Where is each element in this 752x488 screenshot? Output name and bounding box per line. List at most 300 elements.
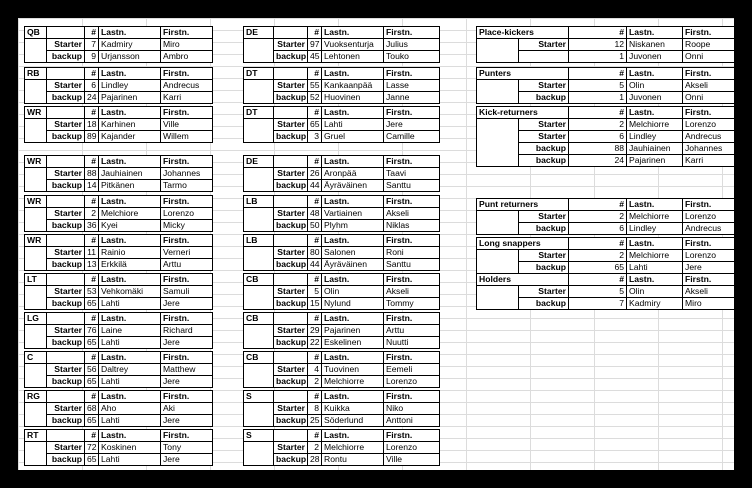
player-row [25,92,213,104]
player-row [477,119,735,131]
role-label: backup [47,180,85,192]
header-number: # [85,235,99,247]
jersey-number: 2 [569,250,627,262]
first-name: Touko [384,51,440,63]
header-last-name: Lastn. [322,274,384,286]
jersey-number: 50 [308,220,322,232]
header-first-name: Firstn. [384,156,440,168]
position-block [24,429,213,466]
player-row [25,208,213,220]
header-first-name: Firstn. [161,352,213,364]
jersey-number: 6 [85,80,99,92]
header-number: # [308,68,322,80]
jersey-number: 7 [569,298,627,310]
role-label: backup [274,180,308,192]
header-first-name: Firstn. [384,313,440,325]
last-name: Juvonen [627,51,683,63]
jersey-number: 2 [308,442,322,454]
player-row [244,131,440,143]
role-label: Starter [47,364,85,376]
last-name: Lindley [627,131,683,143]
header-number: # [85,352,99,364]
jersey-number: 4 [308,364,322,376]
position-label: LT [25,274,47,286]
last-name: Tuovinen [322,364,384,376]
position-label: DE [244,27,274,39]
header-last-name: Lastn. [322,196,384,208]
role-label: Starter [47,208,85,220]
first-name: Anttoni [384,415,440,427]
position-block [243,351,440,388]
jersey-number: 29 [308,325,322,337]
header-number: # [569,27,627,39]
role-label: backup [274,454,308,466]
last-name: Lindley [99,80,161,92]
first-name: Lorenzo [683,211,735,223]
first-name: Julius [384,39,440,51]
position-label: LB [244,235,274,247]
jersey-number: 80 [308,247,322,259]
role-label: backup [519,155,569,167]
role-label: Starter [47,247,85,259]
jersey-number: 5 [308,286,322,298]
player-row [244,286,440,298]
role-label: Starter [274,39,308,51]
jersey-number: 45 [308,51,322,63]
row-blank [244,168,274,180]
last-name: Salonen [322,247,384,259]
player-row [477,143,735,155]
last-name: Lahti [99,298,161,310]
jersey-number: 65 [85,376,99,388]
player-row [25,180,213,192]
last-name: Kankaanpää [322,80,384,92]
header-blank [274,68,308,80]
header-first-name: Firstn. [384,235,440,247]
header-first-name: Firstn. [161,235,213,247]
position-label: DE [244,156,274,168]
row-blank [477,286,519,298]
position-block [24,67,213,104]
player-row [477,155,735,167]
jersey-number: 88 [85,168,99,180]
first-name: Akseli [384,208,440,220]
header-last-name: Lastn. [99,352,161,364]
role-label: Starter [519,211,569,223]
first-name: Lorenzo [161,208,213,220]
header-last-name: Lastn. [99,391,161,403]
row-blank [25,298,47,310]
jersey-number: 5 [569,286,627,298]
jersey-number: 11 [85,247,99,259]
last-name: Pitkänen [99,180,161,192]
position-label: Long snappers [477,238,569,250]
player-row [244,51,440,63]
player-row [244,39,440,51]
first-name: Samuli [161,286,213,298]
header-last-name: Lastn. [322,313,384,325]
position-block [243,312,440,349]
position-block [243,234,440,271]
player-row [25,259,213,271]
role-label: Starter [274,247,308,259]
header-blank [47,156,85,168]
header-last-name: Lastn. [99,68,161,80]
role-label: backup [47,220,85,232]
first-name: Lorenzo [683,119,735,131]
role-label: backup [47,337,85,349]
position-block [243,273,440,310]
header-last-name: Lastn. [322,235,384,247]
row-blank [477,131,519,143]
role-label: Starter [274,325,308,337]
first-name: Santtu [384,180,440,192]
role-label: backup [274,259,308,271]
header-first-name: Firstn. [384,68,440,80]
row-blank [25,337,47,349]
header-number: # [308,430,322,442]
role-label: backup [274,415,308,427]
position-label: Holders [477,274,569,286]
header-first-name: Firstn. [683,238,734,250]
header-first-name: Firstn. [161,313,213,325]
player-row [25,364,213,376]
role-label: backup [274,220,308,232]
row-blank [244,376,274,388]
player-row [244,208,440,220]
position-block [476,67,734,104]
first-name: Jere [161,454,213,466]
role-label: backup [274,51,308,63]
header-last-name: Lastn. [99,430,161,442]
role-label: Starter [519,119,569,131]
row-blank [25,180,47,192]
role-label: Starter [519,286,569,298]
header-number: # [569,107,627,119]
player-row [244,415,440,427]
position-block [24,234,213,271]
position-label: LB [244,196,274,208]
jersey-number: 1 [569,51,627,63]
row-blank [25,442,47,454]
header-blank [47,274,85,286]
first-name: Akseli [384,286,440,298]
position-label: Punt returners [477,199,569,211]
role-label: Starter [519,250,569,262]
jersey-number: 44 [308,259,322,271]
first-name: Lorenzo [384,376,440,388]
last-name: Pajarinen [99,92,161,104]
header-number: # [85,430,99,442]
player-row [244,220,440,232]
player-row [244,376,440,388]
header-last-name: Lastn. [627,27,683,39]
header-number: # [308,235,322,247]
row-blank [25,376,47,388]
position-block [243,390,440,427]
row-blank [477,80,519,92]
row-blank [244,415,274,427]
last-name: Lahti [627,262,683,274]
header-number: # [85,274,99,286]
header-first-name: Firstn. [384,391,440,403]
first-name: Ville [161,119,213,131]
jersey-number: 88 [569,143,627,155]
position-block [476,198,734,235]
header-first-name: Firstn. [161,27,213,39]
header-number: # [85,391,99,403]
first-name: Lorenzo [384,442,440,454]
first-name: Jere [161,376,213,388]
header-last-name: Lastn. [627,68,683,80]
role-label: Starter [274,286,308,298]
role-label: Starter [47,168,85,180]
last-name: Aronpää [322,168,384,180]
player-row [25,247,213,259]
player-row [25,39,213,51]
header-blank [274,196,308,208]
last-name: Söderlund [322,415,384,427]
row-blank [477,223,519,235]
last-name: Juvonen [627,92,683,104]
last-name: Karhinen [99,119,161,131]
role-label: backup [274,92,308,104]
header-number: # [85,196,99,208]
position-label: WR [25,196,47,208]
role-label: Starter [274,208,308,220]
position-block [243,67,440,104]
jersey-number: 26 [308,168,322,180]
jersey-number: 55 [308,80,322,92]
first-name: Verneri [161,247,213,259]
first-name: Jere [161,337,213,349]
header-number: # [569,274,627,286]
role-label: backup [519,298,569,310]
role-label: Starter [274,442,308,454]
role-label: Starter [274,168,308,180]
first-name: Akseli [683,286,735,298]
header-blank [274,352,308,364]
last-name: Nylund [322,298,384,310]
position-label: Punters [477,68,569,80]
header-first-name: Firstn. [161,107,213,119]
header-number: # [85,156,99,168]
header-number: # [308,196,322,208]
first-name: Jere [683,262,734,274]
header-last-name: Lastn. [99,235,161,247]
header-blank [47,391,85,403]
header-number: # [308,107,322,119]
last-name: Plyhm [322,220,384,232]
header-number: # [85,313,99,325]
header-number: # [569,199,627,211]
role-label: Starter [47,442,85,454]
row-blank [244,80,274,92]
last-name: Äyräväinen [322,180,384,192]
header-last-name: Lastn. [322,430,384,442]
header-number: # [308,274,322,286]
last-name: Melchiore [99,208,161,220]
first-name: Arttu [384,325,440,337]
row-blank [25,403,47,415]
jersey-number: 6 [569,223,627,235]
player-row [244,325,440,337]
last-name: Lahti [99,337,161,349]
player-row [477,262,735,274]
jersey-number: 13 [85,259,99,271]
player-row [244,442,440,454]
player-row [477,51,735,63]
header-number: # [308,156,322,168]
first-name: Onni [683,51,734,63]
jersey-number: 53 [85,286,99,298]
first-name: Miro [683,298,735,310]
last-name: Erkkilä [99,259,161,271]
role-label: backup [47,454,85,466]
player-row [244,119,440,131]
player-row [25,415,213,427]
player-row [25,80,213,92]
header-number: # [308,27,322,39]
row-blank [25,415,47,427]
first-name: Ville [384,454,440,466]
jersey-number: 7 [85,39,99,51]
position-label: DT [244,68,274,80]
position-block [476,237,734,274]
player-row [25,376,213,388]
player-row [25,286,213,298]
position-label: WR [25,107,47,119]
jersey-number: 2 [569,211,627,223]
jersey-number: 65 [85,337,99,349]
first-name: Tarmo [161,180,213,192]
position-block [243,155,440,192]
jersey-number: 52 [308,92,322,104]
role-label: Starter [274,80,308,92]
last-name: Niskanen [627,39,683,51]
last-name: Lahti [322,119,384,131]
row-blank [25,454,47,466]
jersey-number: 44 [308,180,322,192]
role-label: Starter [47,119,85,131]
first-name: Andrecus [683,223,735,235]
position-label: QB [25,27,47,39]
header-first-name: Firstn. [161,196,213,208]
jersey-number: 25 [308,415,322,427]
jersey-number: 24 [569,155,627,167]
first-name: Willem [161,131,213,143]
player-row [25,454,213,466]
position-block [243,429,440,466]
role-label: backup [47,376,85,388]
last-name: Jauhiainen [99,168,161,180]
first-name: Micky [161,220,213,232]
header-last-name: Lastn. [322,27,384,39]
last-name: Lahti [99,376,161,388]
role-label: backup [519,92,569,104]
position-label: RB [25,68,47,80]
player-row [244,247,440,259]
position-label: CB [244,352,274,364]
depth-chart-sheet [18,18,734,470]
jersey-number: 8 [308,403,322,415]
row-blank [477,298,519,310]
header-last-name: Lastn. [627,274,683,286]
player-row [244,364,440,376]
header-last-name: Lastn. [99,156,161,168]
first-name: Jere [161,298,213,310]
row-blank [244,208,274,220]
position-block [476,273,734,310]
first-name: Janne [384,92,440,104]
last-name: Vehkomäki [99,286,161,298]
player-row [25,220,213,232]
role-label [519,51,569,63]
player-row [244,337,440,349]
role-label: Starter [519,39,569,51]
first-name: Akseli [683,80,735,92]
last-name: Eskelinen [322,337,384,349]
header-blank [47,313,85,325]
position-block [24,390,213,427]
last-name: Pajarinen [627,155,683,167]
jersey-number: 5 [569,80,627,92]
header-blank [47,430,85,442]
position-label: S [244,430,274,442]
header-first-name: Firstn. [161,430,213,442]
header-blank [47,352,85,364]
first-name: Jere [384,119,440,131]
row-blank [244,259,274,271]
role-label: backup [274,337,308,349]
first-name: Roni [384,247,440,259]
header-number: # [569,238,627,250]
position-label: Kick-returners [477,107,569,119]
position-block [476,106,734,167]
position-label: RT [25,430,47,442]
jersey-number: 14 [85,180,99,192]
player-row [244,403,440,415]
header-number: # [85,27,99,39]
header-blank [274,27,308,39]
row-blank [25,247,47,259]
header-number: # [308,313,322,325]
first-name: Onni [683,92,735,104]
jersey-number: 2 [308,376,322,388]
role-label: backup [519,262,569,274]
role-label: Starter [47,80,85,92]
player-row [244,180,440,192]
last-name: Lahti [99,454,161,466]
row-blank [25,325,47,337]
last-name: Lahti [99,415,161,427]
row-blank [477,211,519,223]
jersey-number: 2 [85,208,99,220]
header-first-name: Firstn. [384,196,440,208]
row-blank [25,51,47,63]
header-first-name: Firstn. [683,199,735,211]
last-name: Pajarinen [322,325,384,337]
first-name: Roope [683,39,734,51]
player-row [477,80,735,92]
position-block [24,273,213,310]
first-name: Johannes [683,143,735,155]
jersey-number: 18 [85,119,99,131]
player-row [244,259,440,271]
position-label: Place-kickers [477,27,569,39]
row-blank [244,220,274,232]
player-row [244,454,440,466]
